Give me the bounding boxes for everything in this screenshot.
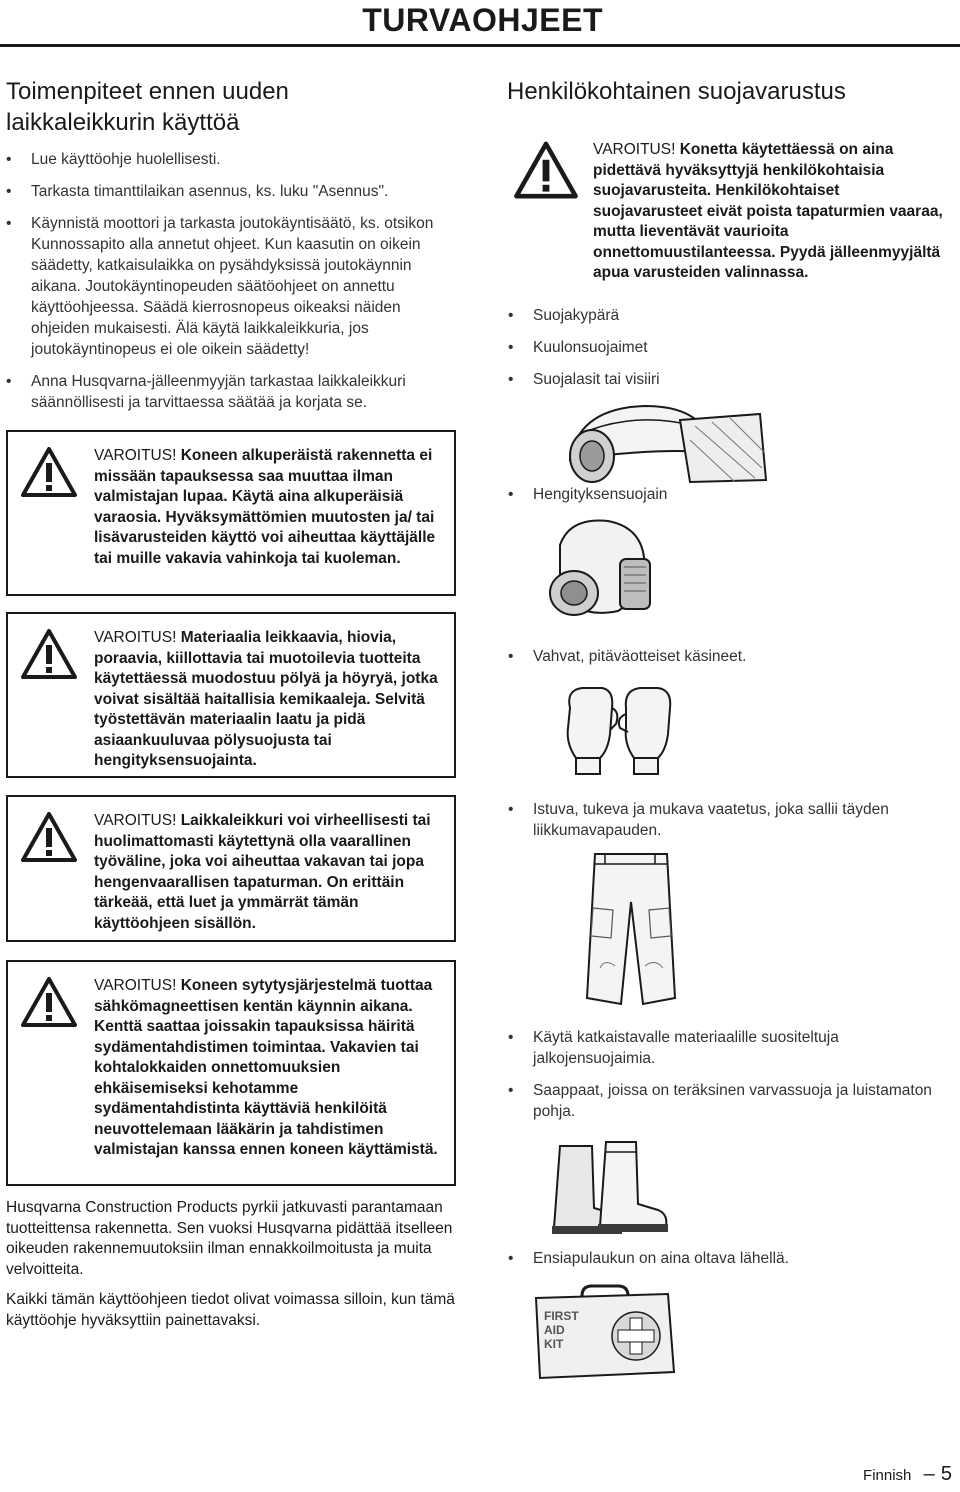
warning-text	[94, 976, 446, 1161]
ppe-list-head	[508, 305, 948, 401]
warning-box-dangerous-tool	[6, 795, 456, 942]
gloves-icon	[560, 678, 680, 778]
list-item: • Suojakypärä	[508, 305, 948, 326]
kit-label-first: FIRST	[544, 1309, 579, 1323]
warning-triangle-icon	[20, 811, 78, 863]
warning-lead: VAROITUS!	[94, 629, 177, 646]
page-number: 5	[940, 1463, 952, 1485]
warning-body: Koneen alkuperäistä rakennetta ei missään tapauksessa saa muuttaa ilman valmistajan lupaa. Käytä aina alkuperäisiä varaosia. Hyväksymättömien muutosten ja/ tai lisävarusteiden käyttö voi aiheuttaa käyttäjälle tai muille vakavia vahinkoja tai kuoleman.	[94, 447, 436, 567]
ppe-list-respirator	[508, 484, 948, 516]
footer-dash: –	[923, 1463, 935, 1485]
warning-text	[94, 811, 446, 934]
page-footer	[863, 1463, 952, 1486]
list-item: • Saappaat, joissa on teräksinen varvassuoja ja luistamaton pohja.	[508, 1080, 948, 1122]
list-item: • Vahvat, pitäväotteiset käsineet.	[508, 646, 948, 667]
list-item: • Hengityksensuojain	[508, 484, 948, 505]
helmet-icon	[530, 400, 770, 490]
warning-body: Konetta käytettäessä on aina pidettävä hyväksyttyjä henkilökohtaisia suojavarusteita. Henkilökohtaiset suojavarusteet eivät poista tapaturmien vaaraa, mutta lieventävät vaurioita onnettomuustilanteessa. Pyydä jälleenmyyjältä apua varusteiden valinnassa.	[593, 141, 943, 281]
warning-lead: VAROITUS!	[94, 447, 177, 464]
warning-triangle-icon	[20, 446, 78, 498]
left-section-title: Toimenpiteet ennen uuden laikkaleikkurin käyttöä	[6, 78, 289, 136]
boots-icon	[540, 1138, 680, 1238]
warning-box-modifications	[6, 430, 456, 596]
warning-lead: VAROITUS!	[94, 812, 177, 829]
trousers-illustration	[575, 848, 685, 1008]
list-item: • Käynnistä moottori ja tarkasta joutokäyntisäätö, ks. otsikon Kunnossapito alla annetut ohjeet. Kun kaasutin on oikein säädetty, katkaisulaikka on pysähdyksissä joutokäynnin aikana. Joutokäyntinopeuden säätöohjeet on annettu käyttöohjeessa. Säädä kierrosnopeus oikeaksi näiden ohjeiden mukaisesti. Älä käytä laikkaleikkuria, jos joutokäyntinopeus ei ole oikein säädetty!	[6, 213, 456, 360]
warning-text	[94, 628, 446, 772]
list-item: • Lue käyttöohje huolellisesti.	[6, 149, 456, 170]
list-item: • Istuva, tukeva ja mukava vaatetus, joka sallii täyden liikkumavapauden.	[508, 799, 948, 841]
footer-language: Finnish	[863, 1467, 912, 1484]
pre-use-checklist	[6, 149, 456, 424]
ppe-list-clothing	[508, 799, 948, 852]
notice-product-improvement: Husqvarna Construction Products pyrkii jatkuvasti parantamaan tuotteittensa rakennetta. Sen vuoksi Husqvarna pidättää itselleen oikeuden rakennemuutoksiin ilman ennakkoilmoitusta ja muita velvoitteita.	[6, 1199, 453, 1278]
warning-body: Laikkaleikkuri voi virheellisesti tai huolimattomasti käytettynä olla vaarallinen työväline, joka voi aiheuttaa vakavan tai jopa hengenvaarallisen tapaturman. On erittäin tärkeää, että luet ja ymmärrät tämän käyttöohjeen sisällön.	[94, 812, 431, 932]
warning-triangle-icon	[20, 976, 78, 1028]
first-aid-kit-illustration	[530, 1282, 680, 1382]
page-header-title: TURVAOHJEET	[362, 2, 603, 38]
list-item: • Kuulonsuojaimet	[508, 337, 948, 358]
header-rule	[0, 44, 960, 47]
warning-triangle-icon	[20, 628, 78, 680]
warning-lead: VAROITUS!	[94, 977, 177, 994]
warning-body: Materiaalia leikkaavia, hiovia, poraavia, kiillottavia tai muotoilevia tuotteita käytettäessä muodostuu pölyä ja höyryä, jotka voivat sisältää haitallisia kemikaaleja. Selvitä työstettävän materiaalin laatu ja pidä asiaankuuluvaa pölysuojusta tai hengityksensuojainta.	[94, 629, 438, 769]
kit-label-aid: AID	[544, 1323, 565, 1337]
warning-text	[94, 446, 446, 569]
ppe-list-gloves	[508, 646, 948, 678]
ppe-list-feet	[508, 1027, 948, 1133]
respirator-icon	[540, 515, 660, 620]
warning-lead: VAROITUS!	[593, 141, 676, 158]
warning-box-ppe	[507, 128, 953, 292]
first-aid-kit-icon	[530, 1282, 680, 1382]
list-item: • Tarkasta timanttilaikan asennus, ks. luku "Asennus".	[6, 181, 456, 202]
gloves-illustration	[560, 678, 680, 778]
warning-body: Koneen sytytysjärjestelmä tuottaa sähkömagneettisen kentän käynnin aikana. Kenttä saattaa joissakin tapauksissa häiritä sydämentahdistimen toimintaa. Vakavien tai kohtalokkaiden onnettomuuksien ehkäisemiseksi kehotamme sydämentahdistinta käyttäviä henkilöitä neuvottelemaan lääkärin ja tahdistimen valmistajan kanssa ennen koneen käyttämistä.	[94, 977, 438, 1158]
notice-validity: Kaikki tämän käyttöohjeen tiedot olivat voimassa silloin, kun tämä käyttöohje hyväksyttiin painettavaksi.	[6, 1291, 455, 1329]
warning-text	[593, 140, 945, 284]
warning-box-pacemaker	[6, 960, 456, 1186]
kit-label-kit: KIT	[544, 1337, 564, 1351]
right-section-title: Henkilökohtainen suojavarustus	[507, 78, 846, 105]
warning-box-dust	[6, 612, 456, 778]
list-item: • Ensiapulaukun on aina oltava lähellä.	[508, 1248, 948, 1269]
list-item: • Anna Husqvarna-jälleenmyyjän tarkastaa laikkaleikkuri säännöllisesti ja tarvittaessa säätää ja korjata se.	[6, 371, 456, 413]
boots-illustration	[540, 1138, 680, 1238]
list-item: • Suojalasit tai visiiri	[508, 369, 948, 390]
trousers-icon	[575, 848, 685, 1008]
helmet-illustration	[530, 400, 770, 490]
respirator-illustration	[540, 515, 660, 620]
list-item: • Käytä katkaistavalle materiaalille suositeltuja jalkojensuojaimia.	[508, 1027, 948, 1069]
ppe-list-firstaid	[508, 1248, 948, 1280]
warning-triangle-icon	[513, 140, 579, 200]
